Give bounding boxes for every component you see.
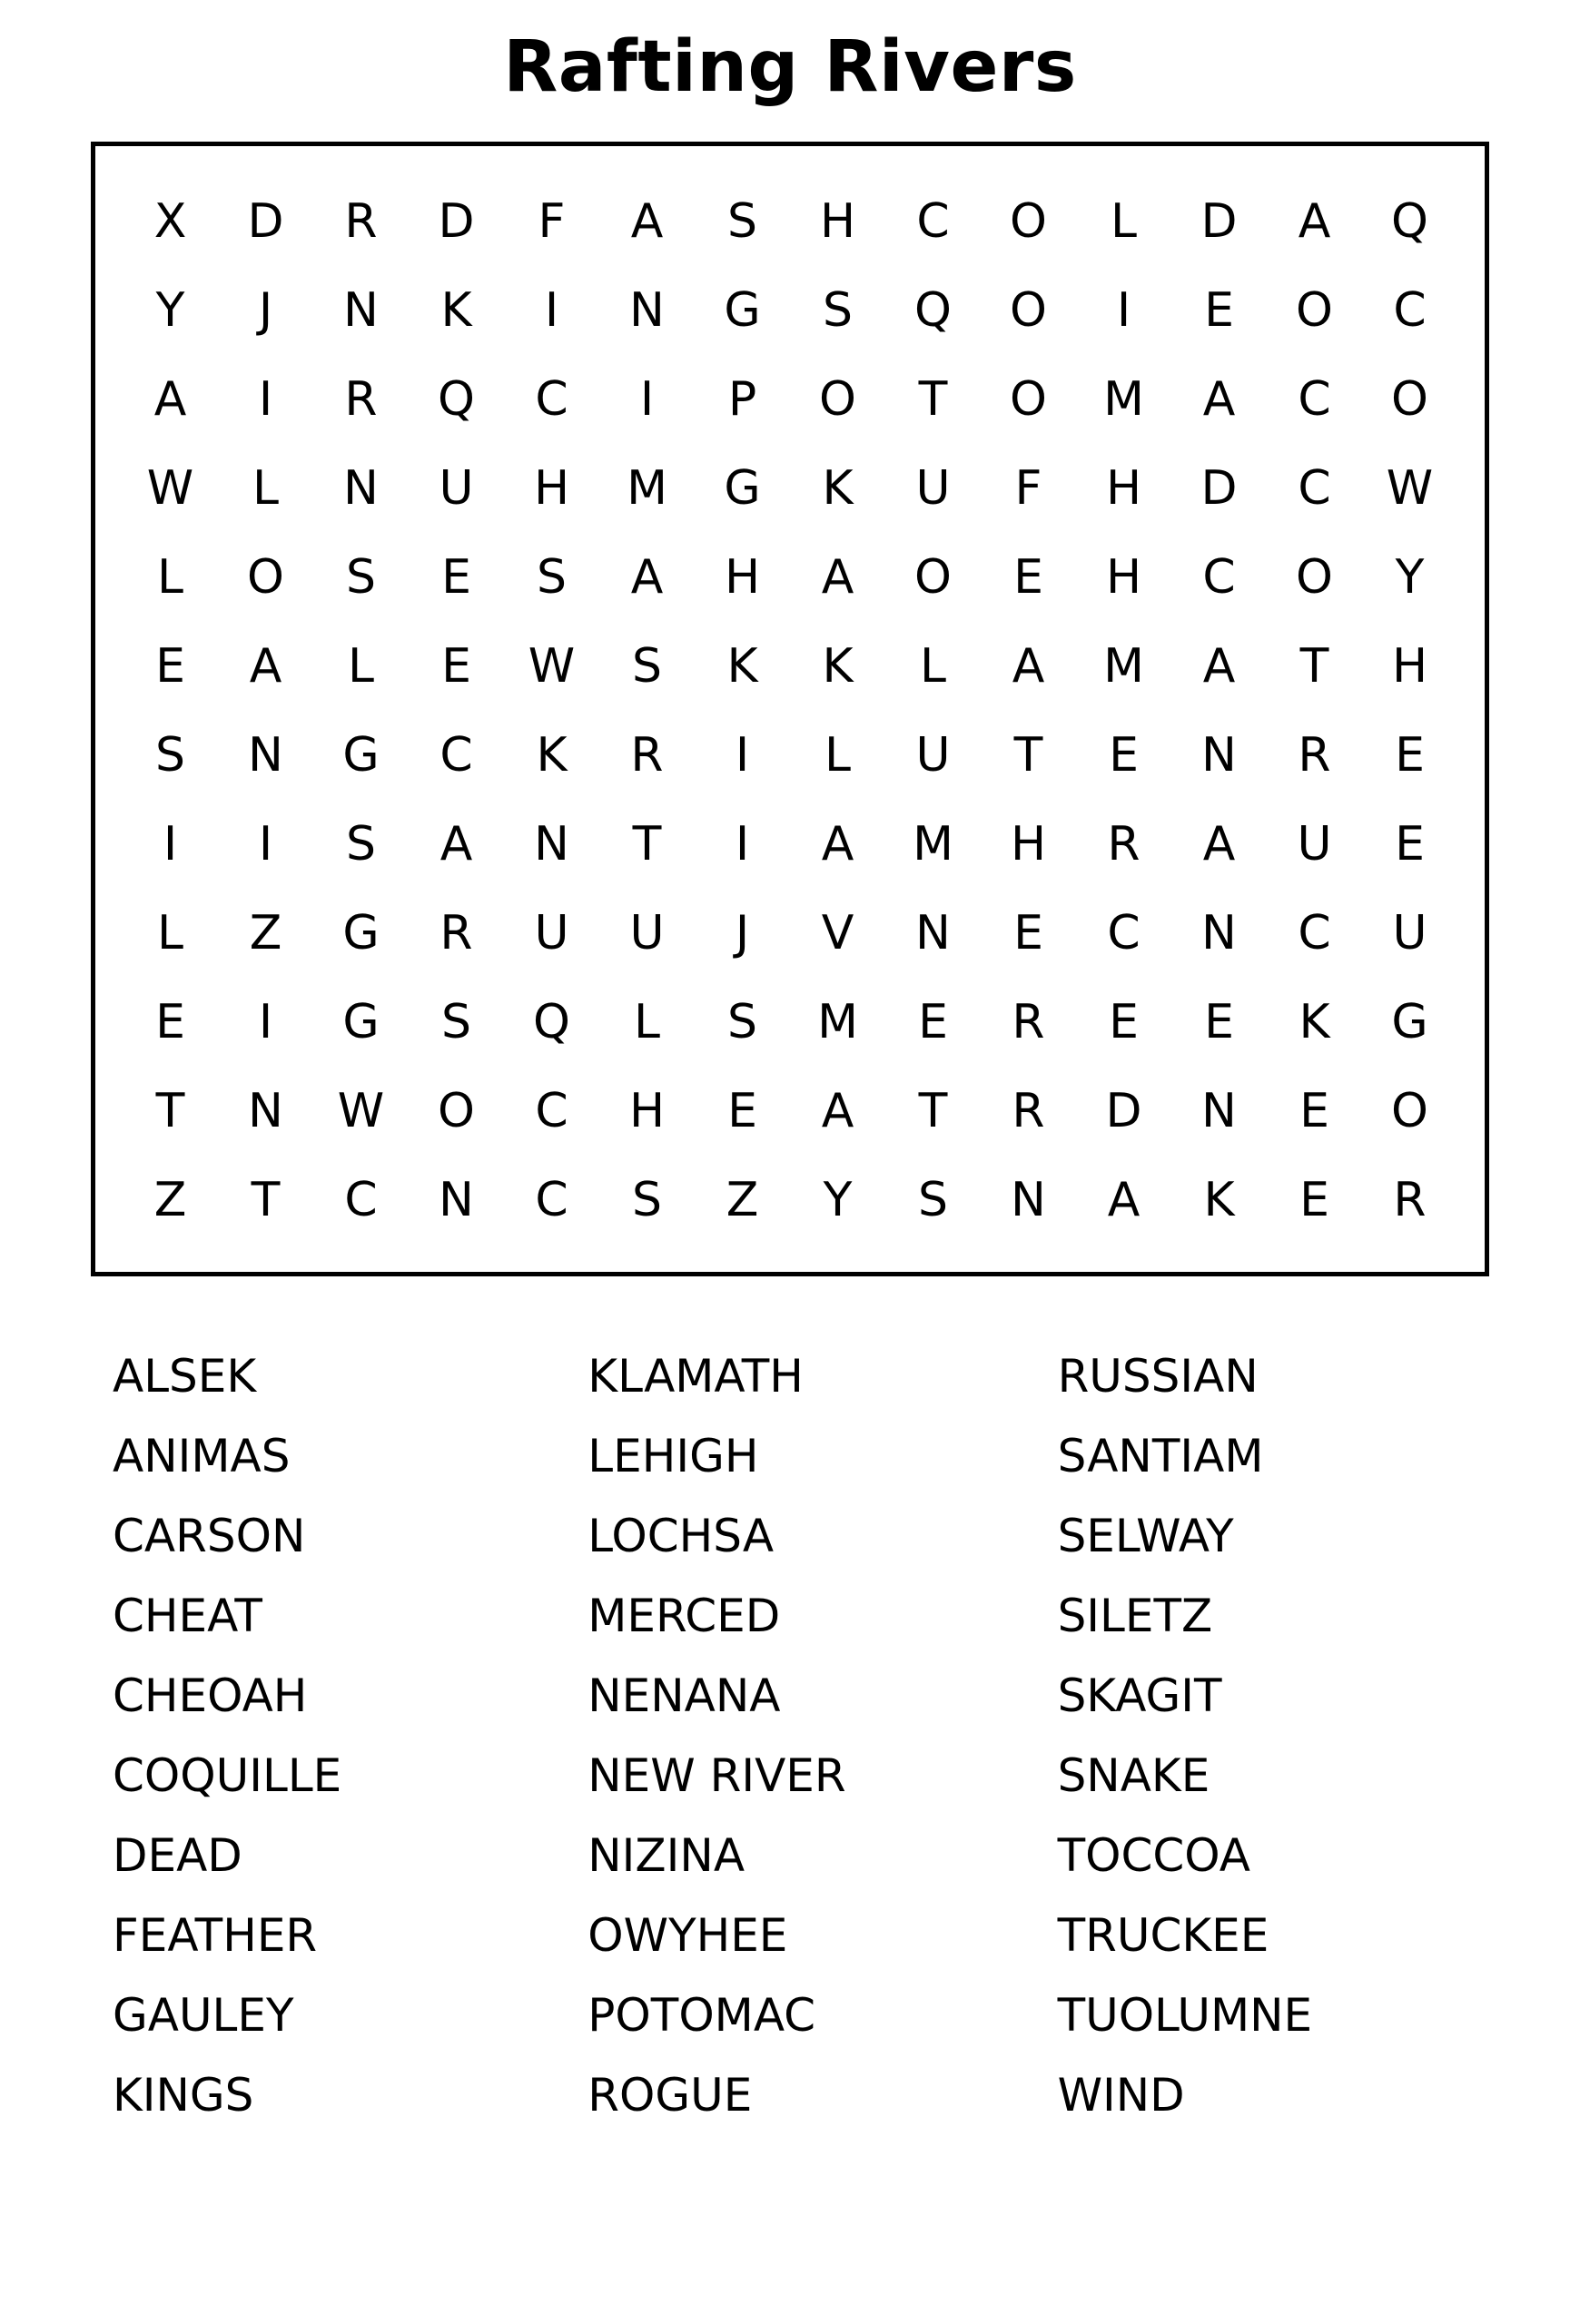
letter-cell[interactable]: L <box>634 994 660 1049</box>
letter-cell[interactable]: F <box>1014 460 1042 516</box>
letter-grid-body <box>123 177 1457 1245</box>
letter-cell[interactable]: L <box>157 905 183 960</box>
letter-cell[interactable]: Q <box>1391 193 1428 249</box>
letter-cell[interactable]: S <box>536 549 567 605</box>
letter-cell[interactable]: H <box>533 460 570 516</box>
letter-cell[interactable]: O <box>1391 371 1428 427</box>
word-list-item[interactable]: TUOLUMNE <box>1057 1988 1313 2042</box>
letter-cell[interactable]: E <box>1299 1083 1329 1138</box>
letter-cell[interactable]: G <box>342 905 380 960</box>
letter-cell[interactable]: R <box>344 371 378 427</box>
letter-cell[interactable]: U <box>1392 905 1427 960</box>
letter-cell[interactable]: H <box>1105 549 1142 605</box>
letter-cell[interactable]: N <box>343 460 379 516</box>
letter-cell[interactable]: S <box>440 994 471 1049</box>
letter-cell[interactable]: E <box>441 638 471 694</box>
word-list-column-2 <box>571 1336 1030 2135</box>
letter-cell[interactable]: Y <box>823 1172 853 1227</box>
letter-cell[interactable]: S <box>726 994 757 1049</box>
letter-cell[interactable]: C <box>1393 282 1427 338</box>
letter-cell[interactable]: Z <box>726 1172 759 1227</box>
word-list-item[interactable]: SANTIAM <box>1057 1429 1264 1482</box>
letter-cell[interactable]: V <box>821 905 854 960</box>
word-list-item[interactable]: SNAKE <box>1057 1748 1210 1802</box>
letter-cell[interactable]: C <box>1107 905 1141 960</box>
letter-grid-row <box>123 800 1457 889</box>
letter-cell[interactable]: E <box>1299 1172 1329 1227</box>
letter-cell[interactable]: A <box>630 549 664 605</box>
letter-cell[interactable]: E <box>1395 816 1425 872</box>
letter-cell[interactable]: N <box>1201 727 1237 783</box>
letter-cell[interactable]: H <box>628 1083 666 1138</box>
letter-cell[interactable]: E <box>1109 994 1139 1049</box>
letter-cell[interactable]: C <box>1298 905 1331 960</box>
letter-cell[interactable]: U <box>534 905 569 960</box>
letter-cell[interactable]: E <box>1395 727 1425 783</box>
letter-cell[interactable]: C <box>344 1172 378 1227</box>
letter-cell[interactable]: O <box>1296 549 1333 605</box>
word-list-item[interactable]: LEHIGH <box>588 1429 759 1482</box>
word-list-item[interactable]: SILETZ <box>1057 1589 1213 1642</box>
word-list <box>91 1336 1489 2135</box>
letter-cell[interactable]: Z <box>249 905 282 960</box>
letter-cell[interactable]: O <box>1010 371 1047 427</box>
letter-cell[interactable]: C <box>535 1083 568 1138</box>
letter-cell[interactable]: N <box>248 727 283 783</box>
letter-cell[interactable]: E <box>155 994 185 1049</box>
letter-cell[interactable]: M <box>817 994 858 1049</box>
letter-cell[interactable]: W <box>528 638 576 694</box>
letter-cell[interactable]: E <box>727 1083 757 1138</box>
word-list-item[interactable]: KINGS <box>113 2068 254 2122</box>
letter-cell[interactable]: T <box>251 1172 281 1227</box>
word-list-item[interactable]: OWYHEE <box>588 1908 788 1962</box>
letter-cell[interactable]: G <box>342 994 380 1049</box>
letter-cell[interactable]: U <box>1297 816 1332 872</box>
letter-cell[interactable]: W <box>337 1083 385 1138</box>
letter-cell[interactable]: K <box>440 282 472 338</box>
letter-cell[interactable]: M <box>627 460 667 516</box>
letter-cell[interactable]: O <box>1391 1083 1428 1138</box>
word-list-item[interactable]: KLAMATH <box>588 1349 804 1403</box>
page-title: Rafting Rivers <box>503 26 1077 108</box>
letter-cell[interactable]: I <box>258 994 273 1049</box>
letter-cell[interactable]: K <box>822 638 854 694</box>
letter-cell[interactable]: U <box>915 727 951 783</box>
letter-cell[interactable]: E <box>1013 549 1043 605</box>
letter-cell[interactable]: R <box>1107 816 1141 872</box>
letter-grid-table <box>123 177 1457 1245</box>
letter-cell[interactable]: L <box>157 549 183 605</box>
letter-cell[interactable]: N <box>1201 1083 1237 1138</box>
letter-cell[interactable]: P <box>727 371 757 427</box>
letter-cell[interactable]: Z <box>153 1172 187 1227</box>
letter-cell[interactable]: J <box>258 282 273 338</box>
letter-cell[interactable]: Q <box>438 371 475 427</box>
letter-cell[interactable]: G <box>342 727 380 783</box>
word-list-item[interactable]: CARSON <box>113 1509 306 1562</box>
letter-cell[interactable]: A <box>1202 816 1236 872</box>
word-list-item[interactable]: ROGUE <box>588 2068 753 2122</box>
letter-cell[interactable]: U <box>915 460 951 516</box>
letter-cell[interactable]: E <box>1204 994 1234 1049</box>
word-list-item[interactable]: SKAGIT <box>1057 1669 1222 1722</box>
letter-cell[interactable]: N <box>248 1083 283 1138</box>
letter-cell[interactable]: S <box>345 549 376 605</box>
letter-grid-row <box>123 177 1457 266</box>
letter-cell[interactable]: G <box>724 460 761 516</box>
letter-cell[interactable]: R <box>1393 1172 1427 1227</box>
word-list-item[interactable]: TOCCOA <box>1057 1828 1250 1882</box>
letter-cell[interactable]: A <box>439 816 473 872</box>
letter-cell[interactable]: M <box>1103 638 1144 694</box>
letter-cell[interactable]: S <box>154 727 185 783</box>
letter-grid-row <box>123 889 1457 978</box>
word-list-item[interactable]: GAULEY <box>113 1988 294 2042</box>
letter-cell[interactable]: C <box>1298 460 1331 516</box>
letter-cell[interactable]: M <box>913 816 953 872</box>
letter-cell[interactable]: K <box>822 460 854 516</box>
letter-cell[interactable]: E <box>441 549 471 605</box>
letter-cell[interactable]: D <box>247 193 284 249</box>
word-list-column-3 <box>1031 1336 1489 2135</box>
letter-cell[interactable]: A <box>1012 638 1045 694</box>
letter-cell[interactable]: A <box>1202 371 1236 427</box>
letter-cell[interactable]: O <box>1010 282 1047 338</box>
letter-cell[interactable]: D <box>438 193 475 249</box>
letter-cell[interactable]: C <box>535 371 568 427</box>
letter-cell[interactable]: I <box>258 816 273 872</box>
letter-cell[interactable]: R <box>344 193 378 249</box>
letter-cell[interactable]: H <box>1010 816 1047 872</box>
letter-cell[interactable]: K <box>726 638 758 694</box>
letter-cell[interactable]: I <box>1116 282 1131 338</box>
letter-cell[interactable]: I <box>544 282 559 338</box>
letter-grid-row <box>123 1156 1457 1245</box>
letter-cell[interactable]: R <box>630 727 664 783</box>
letter-cell[interactable]: S <box>631 638 662 694</box>
letter-cell[interactable]: A <box>153 371 187 427</box>
letter-cell[interactable]: S <box>345 816 376 872</box>
letter-cell[interactable]: T <box>1299 638 1329 694</box>
letter-cell[interactable]: N <box>915 905 951 960</box>
word-list-item[interactable]: NIZINA <box>588 1828 746 1882</box>
letter-grid-row <box>123 533 1457 622</box>
letter-cell[interactable]: R <box>1298 727 1331 783</box>
letter-cell[interactable]: M <box>1103 371 1144 427</box>
letter-cell[interactable]: R <box>1012 994 1045 1049</box>
letter-cell[interactable]: C <box>1202 549 1236 605</box>
letter-cell[interactable]: C <box>916 193 950 249</box>
letter-cell[interactable]: O <box>247 549 284 605</box>
word-list-item[interactable]: DEAD <box>113 1828 242 1882</box>
letter-cell[interactable]: I <box>163 816 178 872</box>
letter-cell[interactable]: G <box>724 282 761 338</box>
word-list-item[interactable]: POTOMAC <box>588 1988 816 2042</box>
letter-cell[interactable]: I <box>735 816 750 872</box>
letter-cell[interactable]: L <box>252 460 279 516</box>
letter-cell[interactable]: A <box>1298 193 1331 249</box>
letter-cell[interactable]: O <box>1296 282 1333 338</box>
letter-grid-row <box>123 444 1457 533</box>
letter-cell[interactable]: S <box>726 193 757 249</box>
letter-cell[interactable]: H <box>1105 460 1142 516</box>
letter-cell[interactable]: Y <box>1395 549 1425 605</box>
letter-cell[interactable]: L <box>348 638 374 694</box>
word-search-grid <box>91 142 1489 1276</box>
letter-cell[interactable]: T <box>918 1083 948 1138</box>
letter-cell[interactable]: W <box>1386 460 1434 516</box>
letter-cell[interactable]: C <box>439 727 473 783</box>
letter-grid-row <box>123 622 1457 711</box>
letter-cell[interactable]: N <box>1201 905 1237 960</box>
letter-cell[interactable]: A <box>821 816 854 872</box>
letter-cell[interactable]: S <box>631 1172 662 1227</box>
letter-cell[interactable]: I <box>735 727 750 783</box>
letter-cell[interactable]: T <box>155 1083 185 1138</box>
letter-cell[interactable]: C <box>1298 371 1331 427</box>
letter-cell[interactable]: E <box>918 994 948 1049</box>
letter-cell[interactable]: O <box>1010 193 1047 249</box>
letter-cell[interactable]: S <box>822 282 853 338</box>
letter-cell[interactable]: A <box>821 1083 854 1138</box>
letter-cell[interactable]: K <box>1299 994 1330 1049</box>
letter-cell[interactable]: A <box>821 549 854 605</box>
letter-cell[interactable]: K <box>1203 1172 1235 1227</box>
letter-cell[interactable]: N <box>343 282 379 338</box>
letter-cell[interactable]: G <box>1391 994 1428 1049</box>
letter-cell[interactable]: O <box>914 549 952 605</box>
letter-cell[interactable]: N <box>1011 1172 1046 1227</box>
word-list-item[interactable]: CHEOAH <box>113 1669 308 1722</box>
letter-cell[interactable]: Q <box>914 282 952 338</box>
word-list-item[interactable]: RUSSIAN <box>1057 1349 1259 1403</box>
letter-grid-row <box>123 711 1457 800</box>
letter-cell[interactable]: H <box>724 549 761 605</box>
letter-cell[interactable]: O <box>819 371 856 427</box>
word-list-item[interactable]: WIND <box>1057 2068 1185 2122</box>
letter-cell[interactable]: C <box>535 1172 568 1227</box>
letter-cell[interactable]: F <box>538 193 566 249</box>
letter-cell[interactable]: D <box>1105 1083 1142 1138</box>
letter-cell[interactable]: U <box>439 460 474 516</box>
letter-cell[interactable]: L <box>920 638 946 694</box>
letter-grid-row <box>123 1067 1457 1156</box>
letter-cell[interactable]: A <box>1107 1172 1141 1227</box>
letter-cell[interactable]: D <box>1200 193 1238 249</box>
word-list-item[interactable]: FEATHER <box>113 1908 318 1962</box>
letter-cell[interactable]: O <box>438 1083 475 1138</box>
word-list-item[interactable]: ANIMAS <box>113 1429 291 1482</box>
letter-cell[interactable]: Q <box>533 994 570 1049</box>
letter-cell[interactable]: X <box>153 193 187 249</box>
letter-cell[interactable]: W <box>146 460 194 516</box>
letter-cell[interactable]: N <box>439 1172 474 1227</box>
word-list-item[interactable]: NEW RIVER <box>588 1748 846 1802</box>
letter-cell[interactable]: D <box>1200 460 1238 516</box>
word-list-item[interactable]: ALSEK <box>113 1349 257 1403</box>
letter-cell[interactable]: A <box>1202 638 1236 694</box>
letter-cell[interactable]: A <box>630 193 664 249</box>
word-list-item[interactable]: NENANA <box>588 1669 781 1722</box>
letter-cell[interactable]: R <box>439 905 473 960</box>
letter-cell[interactable]: N <box>534 816 569 872</box>
letter-cell[interactable]: T <box>632 816 662 872</box>
letter-cell[interactable]: I <box>258 371 273 427</box>
letter-cell[interactable]: H <box>819 193 856 249</box>
letter-cell[interactable]: K <box>536 727 568 783</box>
letter-cell[interactable]: H <box>1391 638 1428 694</box>
letter-grid-row <box>123 978 1457 1067</box>
letter-cell[interactable]: E <box>1109 727 1139 783</box>
letter-cell[interactable]: T <box>918 371 948 427</box>
letter-cell[interactable]: S <box>917 1172 948 1227</box>
letter-cell[interactable]: Y <box>155 282 185 338</box>
letter-cell[interactable]: N <box>629 282 665 338</box>
letter-cell[interactable]: L <box>1111 193 1137 249</box>
letter-grid-row <box>123 355 1457 444</box>
word-list-item[interactable]: LOCHSA <box>588 1509 775 1562</box>
word-list-column-1 <box>113 1336 571 2135</box>
letter-cell[interactable]: L <box>825 727 851 783</box>
word-list-item[interactable]: COQUILLE <box>113 1748 342 1802</box>
letter-grid-row <box>123 266 1457 355</box>
word-list-item[interactable]: TRUCKEE <box>1057 1908 1269 1962</box>
word-list-item[interactable]: SELWAY <box>1057 1509 1234 1562</box>
letter-cell[interactable]: I <box>639 371 655 427</box>
letter-cell[interactable]: E <box>1204 282 1234 338</box>
letter-cell[interactable]: T <box>1013 727 1043 783</box>
letter-cell[interactable]: U <box>629 905 665 960</box>
word-list-item[interactable]: CHEAT <box>113 1589 262 1642</box>
letter-cell[interactable]: E <box>155 638 185 694</box>
letter-cell[interactable]: A <box>249 638 282 694</box>
letter-cell[interactable]: R <box>1012 1083 1045 1138</box>
letter-cell[interactable]: J <box>735 905 750 960</box>
word-list-item[interactable]: MERCED <box>588 1589 781 1642</box>
letter-cell[interactable]: E <box>1013 905 1043 960</box>
